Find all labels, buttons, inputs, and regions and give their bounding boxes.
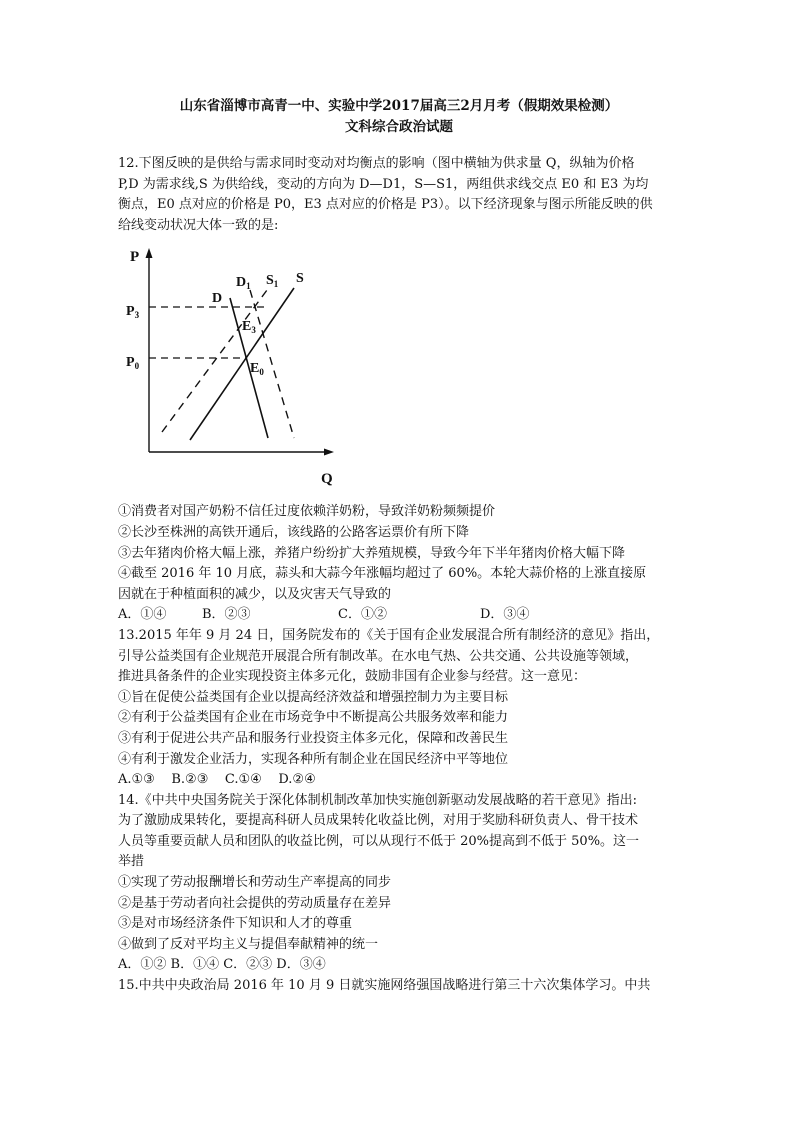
q12-answer-b: B．②③ (202, 607, 251, 623)
q15-stem-line-1: 15.中共中央政治局 2016 年 10 月 9 日就实施网络强国战略进行第三十六次集体学习。中共 (118, 978, 651, 994)
label-e0: $E_0$ (250, 361, 264, 378)
q13-stem-line-3: 推进具备条件的企业实现投资主体多元化，鼓励非国有企业参与经营。这一意见： (118, 669, 587, 685)
label-d: D (212, 291, 223, 307)
question-13 (118, 626, 680, 791)
q12-stem-line-4: 给线变动状况大体一致的是: (118, 217, 279, 233)
q13-option-2: ②有利于公益类国有企业在市场竞争中不断提高公共服务效率和能力 (118, 710, 509, 726)
supply-line-s (190, 288, 294, 440)
y-axis-arrow (146, 248, 153, 258)
label-p3: $P_3$ (126, 304, 140, 321)
supply-demand-diagram (118, 242, 680, 494)
question-14 (118, 791, 680, 976)
q14-stem-line-4: 举措 (118, 854, 145, 870)
q14-option-1: ①实现了劳动报酬增长和劳动生产率提高的同步 (118, 875, 392, 891)
supply-line-s1 (162, 286, 270, 432)
label-d1: $D_1$ (236, 275, 251, 292)
label-s1: $S_1$ (266, 273, 279, 290)
question-12 (118, 154, 680, 626)
x-axis-arrow (324, 449, 334, 456)
q12-stem-line-3: 衡点，E0 点对应的价格是 P0，E3 点对应的价格是 P3）。以下经济现象与图示所能反映的供 (118, 197, 653, 213)
q12-stem-line-1: 12.下图反映的是供给与需求同时变动对均衡点的影响（图中横轴为供求量 Q，纵轴为价格 (118, 156, 635, 171)
q14-stem-line-1: 14.《中共中央国务院关于深化体制机制改革加快实施创新驱动发展战略的若干意见》指出: (118, 792, 638, 808)
q12-option-2: ②长沙至株洲的高铁开通后，该线路的公路客运票价有所下降 (118, 524, 470, 540)
q13-answers: A.①③ B.②③ C.①④ D.②④ (118, 772, 316, 788)
q13-option-1: ①旨在促使公益类国有企业以提高经济效益和增强控制力为主要目标 (118, 689, 509, 705)
q14-option-3: ③是对市场经济条件下知识和人才的尊重 (118, 916, 353, 932)
q12-option-4-line-2: 因就在于种植面积的减少，以及灾害天气导致的 (118, 586, 392, 602)
q12-answers (118, 605, 680, 626)
q12-answer-d: D．③④ (480, 607, 530, 623)
q13-option-3: ③有利于促进公共产品和服务行业投资主体多元化，保障和改善民生 (118, 730, 509, 746)
document-subtitle: 文科综合政治试题 (345, 119, 453, 135)
question-15 (118, 976, 680, 997)
q14-option-4: ④做到了反对平均主义与提倡奉献精神的统一 (118, 936, 379, 952)
label-e3: $E_3$ (242, 319, 256, 336)
q12-answer-c: C．①② (338, 607, 387, 623)
q12-stem-line-2: P,D 为需求线,S 为供给线，变动的方向为 D—D1，S—S1，两组供求线交点 E0 和 E3 为均 (118, 176, 649, 192)
label-p0: $P_0$ (126, 355, 140, 372)
axis-label-p: P (130, 249, 140, 266)
q12-answer-a: A．①④ (118, 607, 167, 623)
q13-option-4: ④有利于激发企业活力，实现各种所有制企业在国民经济中平等地位 (118, 751, 509, 767)
axis-label-q: Q (321, 471, 333, 488)
document-title: 山东省淄博市高青一中、实验中学2017届高三2月月考（假期效果检测） (179, 98, 619, 114)
q12-option-3: ③去年猪肉价格大幅上涨，养猪户纷纷扩大养殖规模，导致今年下半年猪肉价格大幅下降 (118, 545, 626, 561)
q14-option-2: ②是基于劳动者向社会提供的劳动质量存在差异 (118, 895, 392, 911)
document-page (118, 96, 680, 997)
q14-answers: A．①② B．①④ C．②③ D．③④ (118, 957, 326, 973)
q13-stem-line-2: 引导公益类国有企业规范开展混合所有制改革。在水电气热、公共交通、公共设施等领域， (118, 648, 639, 664)
label-s: S (296, 271, 304, 287)
q12-option-1: ①消费者对国产奶粉不信任过度依赖洋奶粉，导致洋奶粉频频提价 (118, 504, 496, 520)
q12-option-4-line-1: ④截至 2016 年 10 月底，蒜头和大蒜今年涨幅均超过了 60%。本轮大蒜价格的上涨直接原 (118, 566, 647, 582)
q14-stem-line-2: 为了激励成果转化，要提高科研人员成果转化收益比例，对用于奖励科研负责人、骨干技术 (118, 813, 639, 829)
q14-stem-line-3: 人员等重要贡献人员和团队的收益比例，可以从现行不低于 20%提高到不低于 50%。这一 (118, 833, 640, 849)
supply-demand-svg (118, 242, 680, 494)
q13-stem-line-1: 13.2015 年年 9 月 24 日，国务院发布的《关于国有企业发展混合所有制经济的意见》指出， (118, 627, 660, 643)
